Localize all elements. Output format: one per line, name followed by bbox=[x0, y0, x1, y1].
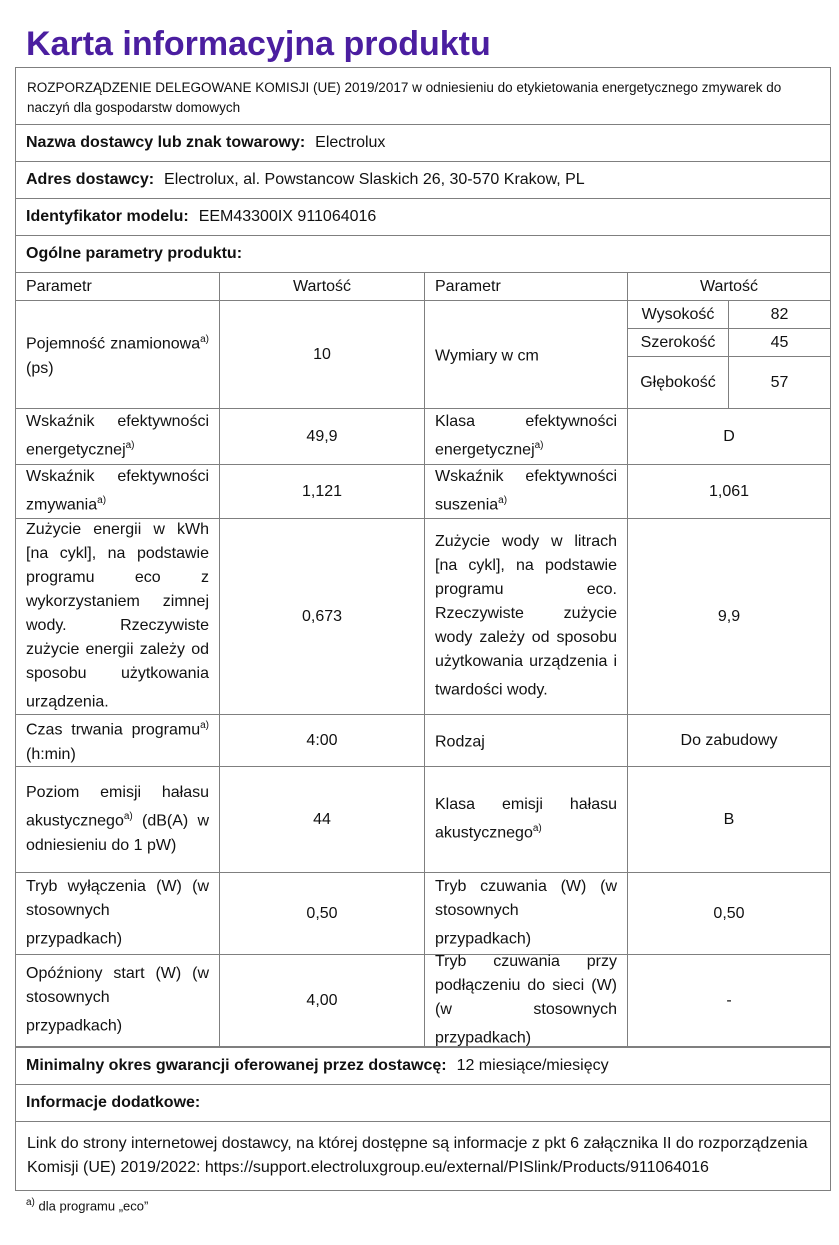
header-param-2: Parametr bbox=[425, 273, 628, 301]
warranty-label: Minimalny okres gwarancji oferowanej przez dostawcę: bbox=[26, 1057, 447, 1074]
param-name-left bbox=[16, 465, 220, 519]
param-text: Tryb czuwania przy podłączeniu do sieci (W) (w stosownych przypadkach) bbox=[435, 953, 617, 1047]
param-text: Klasa efektywności energetycznej bbox=[435, 413, 617, 459]
dimension-value: 45 bbox=[729, 329, 830, 357]
param-text: Zużycie wody w litrach [na cykl], na podstawie programu eco. Rzeczywiste zużycie wody zależy od sposobu użytkowania urządzenia i twardości wody. bbox=[435, 533, 617, 699]
footnote-ref: a) bbox=[123, 811, 133, 823]
info-table bbox=[15, 67, 831, 1191]
param-text: Wymiary w cm bbox=[435, 347, 539, 365]
param-value-left: 0,673 bbox=[220, 519, 425, 715]
param-name-right bbox=[425, 301, 628, 409]
param-text: Opóźniony start (W) (w stosownych przypadkach) bbox=[26, 965, 209, 1035]
footnote-mark: a) bbox=[26, 1197, 35, 1208]
model-row bbox=[16, 198, 830, 235]
page-title: Karta informacyjna produktu bbox=[26, 25, 491, 63]
param-name-right bbox=[425, 519, 628, 715]
dimension-name: Szerokość bbox=[628, 329, 729, 357]
header-param-1: Parametr bbox=[16, 273, 220, 301]
param-value-left: 4:00 bbox=[220, 715, 425, 767]
dimensions-grid bbox=[628, 301, 830, 409]
header-value-1: Wartość bbox=[220, 273, 425, 301]
param-value-left: 4,00 bbox=[220, 955, 425, 1047]
param-unit: (ps) bbox=[26, 359, 54, 377]
warranty-row bbox=[16, 1047, 830, 1084]
footnote bbox=[15, 1191, 831, 1213]
param-name-right bbox=[425, 409, 628, 465]
footnote-ref: a) bbox=[498, 495, 508, 507]
param-unit: (h:min) bbox=[26, 745, 76, 763]
address-row bbox=[16, 161, 830, 198]
dimensions-cell bbox=[628, 301, 830, 409]
param-value-left: 44 bbox=[220, 767, 425, 873]
param-text: Zużycie energii w kWh [na cykl], na podstawie programu eco z wykorzystaniem zimnej wody. Rzeczywiste zużycie energii zależy od sposobu użytkowania urządzenia. bbox=[26, 521, 209, 711]
additional-info-label: Informacje dodatkowe: bbox=[26, 1094, 201, 1111]
model-value: EEM43300IX 911064016 bbox=[198, 208, 377, 225]
footnote-ref: a) bbox=[532, 823, 542, 835]
address-label: Adres dostawcy: bbox=[26, 171, 155, 188]
param-text: Tryb czuwania (W) (w stosownych przypadkach) bbox=[435, 878, 617, 948]
supplier-label: Nazwa dostawcy lub znak towarowy: bbox=[26, 134, 306, 151]
param-text: Pojemność znamionowa bbox=[26, 335, 201, 353]
footnote-text: dla programu „eco” bbox=[34, 1198, 149, 1214]
supplier-row bbox=[16, 124, 830, 161]
supplier-value: Electrolux bbox=[315, 134, 386, 151]
param-name-right bbox=[425, 767, 628, 873]
param-text: Wskaźnik efektywności energetycznej bbox=[26, 413, 209, 459]
general-params-label: Ogólne parametry produktu: bbox=[26, 245, 243, 262]
param-text: Rodzaj bbox=[435, 733, 485, 751]
dimension-value: 82 bbox=[729, 301, 830, 329]
param-name-right bbox=[425, 715, 628, 767]
dimension-name: Głębokość bbox=[628, 357, 729, 409]
param-name-right bbox=[425, 955, 628, 1047]
param-value-right: 0,50 bbox=[628, 873, 830, 955]
param-text: Klasa emisji hałasu akustycznego bbox=[435, 796, 617, 842]
footnote-ref: a) bbox=[97, 495, 107, 507]
param-text: Wskaźnik efektywności suszenia bbox=[435, 468, 617, 514]
footnote-ref: a) bbox=[200, 334, 209, 346]
regulation-text: ROZPORZĄDZENIE DELEGOWANE KOMISJI (UE) 2019/2017 w odniesieniu do etykietowania energetycznego zmywarek do naczyń dla gospodarstw domowych bbox=[27, 80, 782, 115]
dimension-name: Wysokość bbox=[628, 301, 729, 329]
param-text: Tryb wyłączenia (W) (w stosownych przypadkach) bbox=[26, 878, 209, 948]
param-name-right bbox=[425, 465, 628, 519]
general-params-row bbox=[16, 235, 830, 272]
param-name-left bbox=[16, 715, 220, 767]
param-value-left: 1,121 bbox=[220, 465, 425, 519]
param-name-left bbox=[16, 955, 220, 1047]
parameters-table bbox=[16, 272, 830, 1047]
footnote-ref: a) bbox=[200, 720, 209, 732]
param-name-left bbox=[16, 301, 220, 409]
param-value-left: 49,9 bbox=[220, 409, 425, 465]
footnote-ref: a) bbox=[534, 440, 544, 452]
param-unit: (dB(A) w odniesieniu do 1 pW) bbox=[26, 812, 209, 854]
param-name-left bbox=[16, 873, 220, 955]
footnote-ref: a) bbox=[125, 440, 135, 452]
param-text: Czas trwania programu bbox=[26, 721, 201, 739]
product-sheet bbox=[15, 15, 831, 1213]
additional-info-row bbox=[16, 1084, 830, 1121]
param-name-left bbox=[16, 767, 220, 873]
param-value-right: 9,9 bbox=[628, 519, 830, 715]
param-value-right: Do zabudowy bbox=[628, 715, 830, 767]
param-name-left bbox=[16, 519, 220, 715]
address-value: Electrolux, al. Powstancow Slaskich 26, 30-570 Krakow, PL bbox=[164, 171, 585, 188]
param-name-right bbox=[425, 873, 628, 955]
model-label: Identyfikator modelu: bbox=[26, 208, 189, 225]
param-name-left bbox=[16, 409, 220, 465]
param-text: Poziom emisji hałasu akustycznego bbox=[26, 784, 209, 830]
param-value-right: - bbox=[628, 955, 830, 1047]
warranty-value: 12 miesiące/miesięcy bbox=[456, 1057, 609, 1074]
supplier-link-text: Link do strony internetowej dostawcy, na której dostępne są informacje z pkt 6 załącznika II do rozporządzenia Komisji (UE) 2019/2022: https://support.electroluxgroup.eu/external/PISlink/Products/911064016 bbox=[16, 1121, 830, 1190]
param-value-right: B bbox=[628, 767, 830, 873]
header-value-2: Wartość bbox=[628, 273, 830, 301]
param-value-left: 0,50 bbox=[220, 873, 425, 955]
param-value-right: D bbox=[628, 409, 830, 465]
param-value-left: 10 bbox=[220, 301, 425, 409]
param-value-right: 1,061 bbox=[628, 465, 830, 519]
param-text: Wskaźnik efektywności zmywania bbox=[26, 468, 209, 514]
dimension-value: 57 bbox=[770, 374, 789, 391]
